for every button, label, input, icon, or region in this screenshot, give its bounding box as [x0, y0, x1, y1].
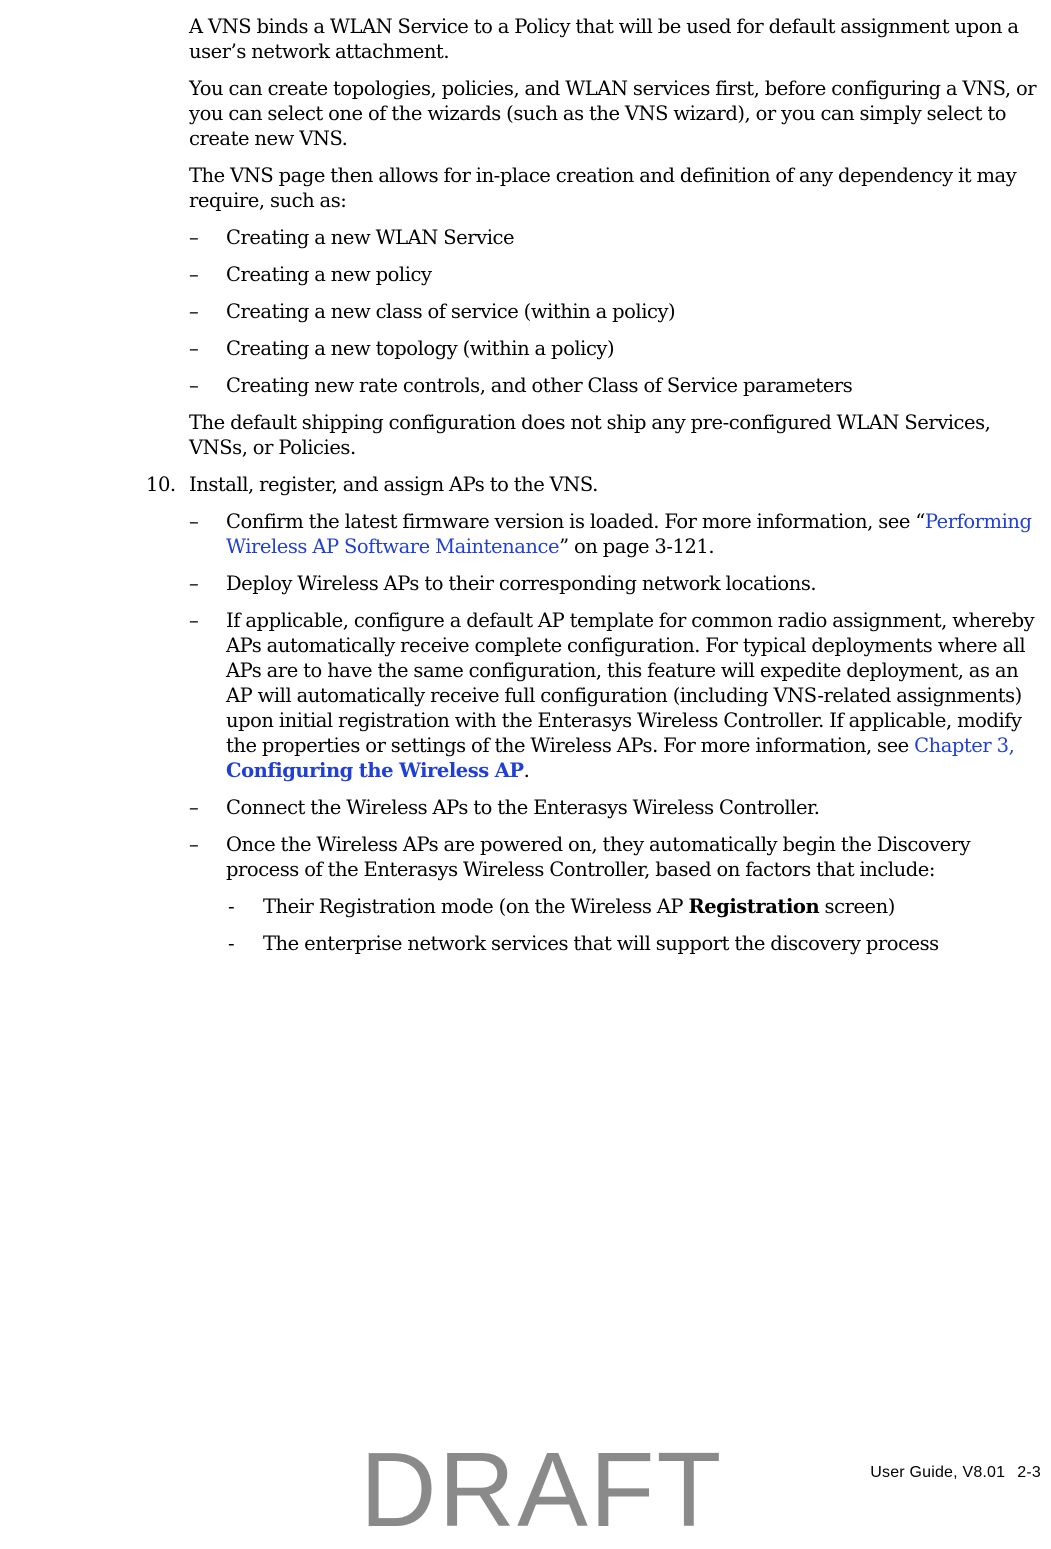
- dash-marker: –: [189, 510, 199, 533]
- deploy-text: Deploy Wireless APs to their corresponding network locations.: [226, 572, 817, 595]
- firmware-text: Confirm the latest firmware version is loaded. For more information, see “: [226, 510, 925, 533]
- dash-marker: –: [189, 572, 199, 595]
- list-item-ap-template: [189, 608, 1045, 783]
- registration-mode-suffix: screen): [819, 895, 895, 918]
- list-item-deploy: [189, 571, 1045, 596]
- sub-list-item: [228, 894, 1045, 919]
- hyphen-marker: -: [228, 895, 235, 918]
- ap-template-text: If applicable, configure a default AP template for common radio assignment, whereby APs automatically receive complete configuration. For typical deployments where all APs are to have the same configuration, this feature will expedite deployment, as an AP will automatically receive full configuration (including VNS-related assignments) upon initial registration with the Enterasys Wireless Controller. If applicable, modify the properties or settings of the Wireless APs. For more information, see: [226, 609, 1035, 757]
- draft-watermark: DRAFT: [360, 1431, 724, 1549]
- list-item-firmware: [189, 509, 1045, 559]
- link-comma: ,: [1008, 734, 1015, 757]
- discovery-text: Once the Wireless APs are powered on, they automatically begin the Discovery process of the Enterasys Wireless Controller, based on factors that include:: [226, 833, 971, 881]
- dash-marker: –: [189, 796, 199, 819]
- footer-page-number: 2-3: [1017, 1464, 1041, 1481]
- list-item: [189, 336, 1045, 361]
- list-item-discovery: [189, 832, 1045, 882]
- dash-marker: –: [189, 374, 199, 397]
- footer-guide-title: User Guide, V8.01: [870, 1464, 1006, 1481]
- dash-marker: –: [189, 300, 199, 323]
- list-item-text: Creating a new topology (within a policy): [226, 337, 615, 360]
- firmware-page-ref: ” on page 3-121.: [559, 535, 715, 558]
- step-10: [146, 472, 1045, 497]
- paragraph-default-config: The default shipping configuration does not ship any pre-configured WLAN Services, VNSs, or Policies.: [189, 411, 991, 459]
- paragraph-vns-page: The VNS page then allows for in-place creation and definition of any dependency it may require, such as:: [189, 164, 1017, 212]
- dash-marker: –: [189, 226, 199, 249]
- step-number: 10.: [146, 473, 176, 496]
- list-item-text: Creating a new policy: [226, 263, 432, 286]
- list-item-text: Creating a new WLAN Service: [226, 226, 515, 249]
- paragraph-vns-binding: A VNS binds a WLAN Service to a Policy that will be used for default assignment upon a user’s network attachment.: [189, 15, 1019, 63]
- list-item: [189, 225, 1045, 250]
- registration-screen-name: Registration: [688, 895, 820, 918]
- list-item: [189, 373, 1045, 398]
- link-configuring-wireless-ap[interactable]: Configuring the Wireless AP: [226, 759, 524, 782]
- list-item: [189, 262, 1045, 287]
- network-services-text: The enterprise network services that will support the discovery process: [263, 932, 939, 955]
- page-content: [0, 14, 1051, 968]
- list-item-connect: [189, 795, 1045, 820]
- list-item-text: Creating a new class of service (within a policy): [226, 300, 676, 323]
- page-footer: [870, 1460, 1041, 1485]
- link-software-maintenance[interactable]: Performing Wireless AP Software Maintenance: [226, 510, 1032, 558]
- ap-template-period: .: [523, 759, 530, 782]
- registration-mode-text: Their Registration mode (on the Wireless AP: [263, 895, 689, 918]
- sub-list-item: [228, 931, 1045, 956]
- connect-text: Connect the Wireless APs to the Enterasys Wireless Controller.: [226, 796, 820, 819]
- dash-marker: –: [189, 263, 199, 286]
- list-item: [189, 299, 1045, 324]
- dash-marker: –: [189, 833, 199, 856]
- hyphen-marker: -: [228, 932, 235, 955]
- list-item-text: Creating new rate controls, and other Class of Service parameters: [226, 374, 853, 397]
- dash-marker: –: [189, 337, 199, 360]
- step-text: Install, register, and assign APs to the VNS.: [189, 473, 598, 496]
- dash-marker: –: [189, 609, 199, 632]
- paragraph-create-options: You can create topologies, policies, and WLAN services first, before configuring a VNS, or you can select one of the wizards (such as the VNS wizard), or you can simply select to create new VNS.: [189, 77, 1037, 150]
- link-chapter-3[interactable]: Chapter 3: [914, 734, 1009, 757]
